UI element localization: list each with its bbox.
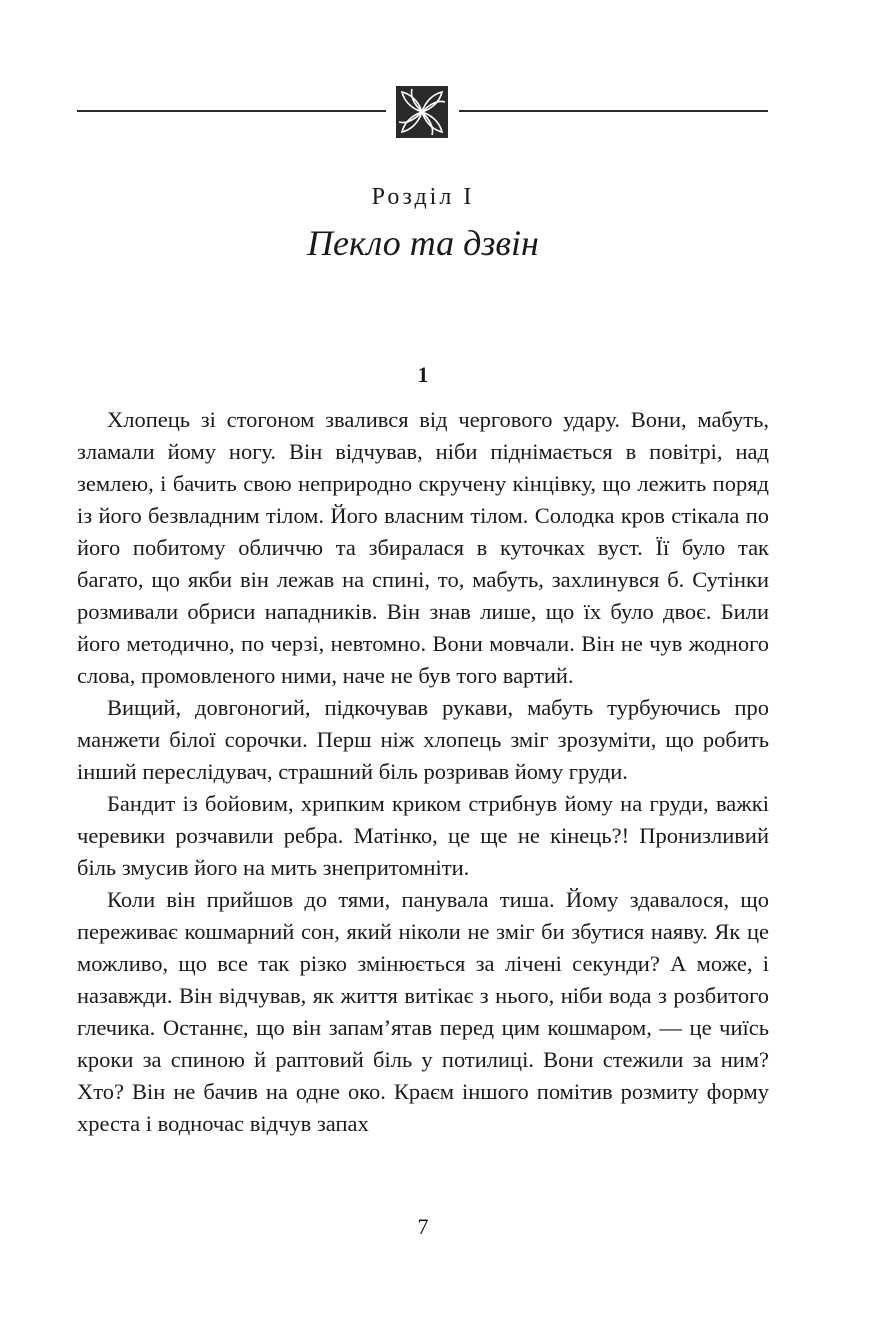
chapter-title: Пекло та дзвін xyxy=(307,223,539,263)
paragraph: Хлопець зі стогоном звалився від чергового удару. Вони, мабуть, зламали йому ногу. Він відчував, ніби піднімається в повітрі, над землею, і бачить свою неприродно скручену кінцівку, що лежить поряд із його безвладним тілом. Його власним тілом. Солодка кров стікала по його побитому обличчю та збиралася в куточках вуст. Її було так багато, що якби він лежав на спині, то, мабуть, захлинувся б. Сутінки розмивали обриси нападників. Він знав лише, що їх було двоє. Били його методично, по черзі, невтомно. Вони мовчали. Він не чув жодного слова, промовленого ними, наче не був того вартий. xyxy=(77,407,769,688)
paragraph: Коли він прийшов до тями, панувала тиша. Йому здавалося, що переживає кошмарний сон, який ніколи не зміг би збутися наяву. Як це можливо, що все так різко змінюється за лічені секунди? А може, і назавжди. Він відчував, як життя витікає з нього, ніби вода з розбитого глечика. Останнє, що він запам’ятав перед цим кошмаром, — це чиїсь кроки за спиною й раптовий біль у потилиці. Вони стежили за ним? Хто? Він не бачив на одне око. Краєм іншого помітив розмиту форму хреста і водночас відчув запах xyxy=(77,887,769,1136)
section-number: 1 xyxy=(417,362,429,387)
chapter-label: Розділ I xyxy=(371,184,475,210)
header-rule-left xyxy=(77,110,386,112)
body-text xyxy=(77,404,769,1140)
header-rule-right xyxy=(459,110,768,112)
page-number: 7 xyxy=(417,1214,429,1239)
paragraph: Бандит із бойовим, хрипким криком стрибнув йому на груди, важкі черевики розчавили ребра. Матінко, це ще не кінець?! Пронизливий біль змусив його на мить знепритомніти. xyxy=(77,791,769,880)
paragraph: Вищий, довгоногий, підкочував рукави, мабуть турбуючись про манжети білої сорочки. Перш ніж хлопець зміг зрозуміти, що робить інший переслідувач, страшний біль розривав йому груди. xyxy=(77,695,769,784)
ornament-icon xyxy=(396,86,448,138)
